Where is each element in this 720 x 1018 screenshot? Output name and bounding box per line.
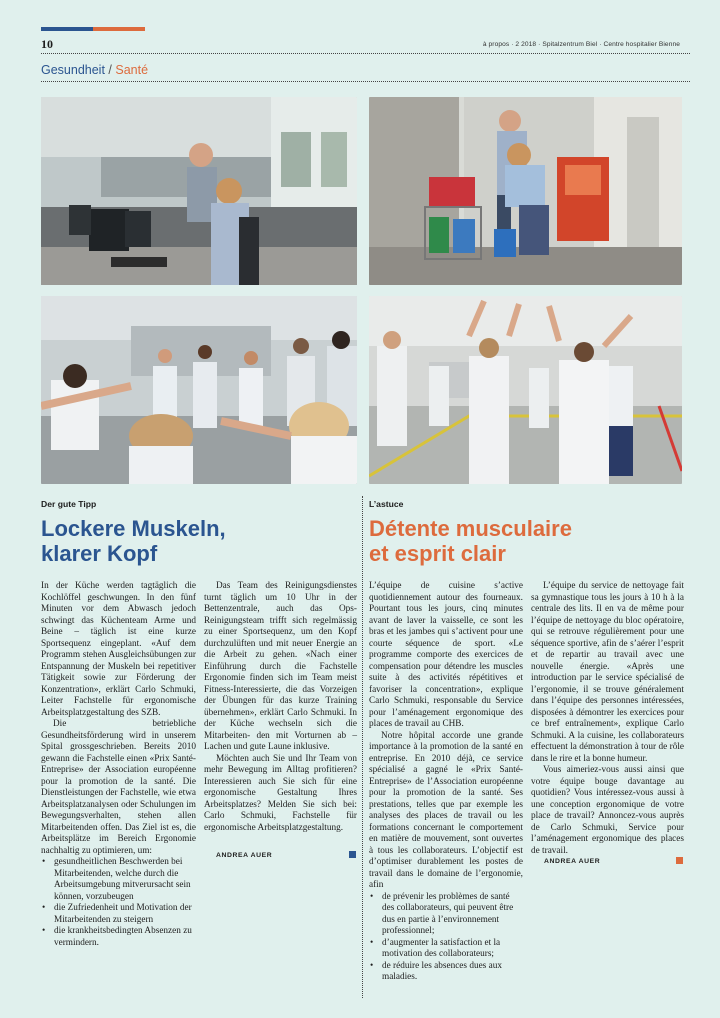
- author-de: ANDREA AUER: [216, 852, 273, 859]
- column-divider: [362, 496, 363, 998]
- photo-service-room-cart: [369, 97, 682, 285]
- list-item: • die Zufriedenheit und Motivation der Mitarbeitenden zu steigern: [41, 903, 196, 926]
- headline-fr-line-1: Détente musculaire: [369, 516, 572, 541]
- headline-de-line-1: Lockere Muskeln,: [41, 516, 226, 541]
- paragraph: Die betriebliche Gesundheitsförderung wird in unserem Spital grossgeschrieben. Bereits 2010 gewann die Fachstelle einen «Prix Santé-Entreprise» der Association européenne pour la promotion de la santé. Die Dienstleistungen der Fachstelle, wie etwa Arbeitsplatzanalysen oder Schulungen im Bewegungsverhalten, stehen allen Mitarbeitenden offen. Das Ziel ist es, die Arbeitsplätze im Bereich Ergonomie nachhaltig zu optimieren, um:: [41, 719, 196, 856]
- paragraph: L’équipe du service de nettoyage fait sa gymnastique tous les jours à 10 h à la centrale des lits. Il en va de même pour l’équipe de nettoyage du bloc opératoire, qui se retrouve régulièrement pour une séquence sportive, afin de s’aérer l’esprit et de repartir au travail avec une nouvelle énergie. «Après une introduction par le service spécialisé de l’ergonomie, il se trouve généralement dans l’équipe des personnes intéressées, disposées à démontrer les exercices pour ce bref entraînement», explique Carlo Schmuki. A la cuisine, les collaborateurs effectuent la démonstration à tour de rôle dans le rire et la bonne humeur.: [531, 581, 684, 764]
- photo-team-exercise-bed-central: [369, 296, 682, 484]
- list-item: • d’augmenter la satisfaction et la motivation des collaborateurs;: [369, 938, 523, 961]
- list-item: • gesundheitlichen Beschwerden bei Mitarbeitenden, welche durch die Arbeitsumgebung mitverursacht sein können, vorzubeugen: [41, 857, 196, 903]
- kicker-de: Der gute Tipp: [41, 499, 97, 509]
- article-de-column-1: [41, 581, 196, 949]
- paragraph: Das Team des Reinigungsdienstes turnt täglich um 10 Uhr in der Bettenzentrale, auch das Ops-Reinigungsteam trifft sich regelmässig zu einer Sportsequenz, um den Kopf durchzulüften und mit neuer Energie an die Arbeit zu gehen. «Nach einer Einführung durch die Fachstelle Ergonomie finden sich im Team meist Fitness-Interessierte, die das Vorzeigen der Übungen für das kurze Training übernehmen», erklärt Carlo Schmuki. In der Küche wechseln sich die Mitarbeiten- den mit Vorturnen ab – Lachen und gute Laune inklusive.: [204, 581, 357, 752]
- section-main: Gesundheit: [41, 63, 105, 77]
- bullet-list-fr: [369, 892, 523, 984]
- section-heading: [41, 63, 148, 77]
- section-separator: /: [108, 63, 112, 77]
- paragraph: L’équipe de cuisine s’active quotidiennement autour des fourneaux. Pourtant tous les jours, cinq minutes avant de laver la vaisselle, ce sont les bras et les jambes qui s’activent pour une courte séquence de sport. «Le programme comporte des exercices de compensation pour détendre les muscles suite à des activités répétitives et favoriser la concentration», explique Carlo Schmuki, responsable du Service pour l’aménagement ergonomique des places de travail au CHB.: [369, 581, 523, 729]
- bullet-list-de: [41, 857, 196, 949]
- section-divider: [41, 81, 690, 82]
- end-mark-fr: [676, 857, 683, 864]
- kicker-fr: L’astuce: [369, 499, 404, 509]
- paragraph: Vous aimeriez-vous aussi ainsi que votre équipe bouge davantage au quotidien? Vous intéressez-vous aussi à une conception ergonomique de votre place de travail? Annoncez-vous auprès de Carlo Schmuki, Service pour l’aménagement ergonomique des places de travail.: [531, 765, 684, 856]
- header-accent-orange: [93, 27, 145, 31]
- headline-de-line-2: klarer Kopf: [41, 541, 158, 566]
- header-accent-blue: [41, 27, 93, 31]
- author-fr: ANDREA AUER: [544, 858, 601, 865]
- list-item: • de prévenir les problèmes de santé des collaborateurs, qui peuvent être dus en partie à l’environnement professionnel;: [369, 892, 523, 938]
- paragraph: Notre hôpital accorde une grande importance à la promotion de la santé en entreprise. En 2010 déjà, ce service spécialisé a gagné le «Prix Santé-Entreprise» de l’Association européenne pour la promotion de la santé. Ses prestations, telles que par exemple les analyses des places de travail ou les formations concernant le comportement en matière de mouvement, sont ouvertes à tous les collaborateurs. L’objectif est d’optimiser durablement les postes de travail dans le domaine de l’ergonomie, afin: [369, 730, 523, 890]
- end-mark-de: [349, 851, 356, 858]
- photo-team-exercise-kitchen: [41, 296, 357, 484]
- article-de-column-2: [204, 581, 357, 834]
- page-number: 10: [41, 37, 53, 51]
- header-divider: [41, 53, 690, 54]
- headline-de: [41, 516, 226, 566]
- list-item: • die krankheitsbedingten Absenzen zu vermindern.: [41, 926, 196, 949]
- running-head: à propos · 2 2018 · Spitalzentrum Biel · Centre hospitalier Bienne: [482, 41, 680, 48]
- paragraph: Möchten auch Sie und Ihr Team von mehr Bewegung im Alltag profitieren? Interessieren auch Sie sich für eine ergonomische Gestaltung Ihres Arbeitsplatzes? Melden Sie sich bei: Carlo Schmuki, Fachstelle für ergonomische Arbeitsplatzgestaltung.: [204, 753, 357, 833]
- list-item: • de réduire les absences dues aux maladies.: [369, 961, 523, 984]
- paragraph: In der Küche werden tagtäglich die Kochlöffel geschwungen. In den fünf Minuten vor dem Abwasch jedoch schwingt das Küchenteam Arme und Beine – täglich ist eine kurze Sportsequenz eingeplant. «Auf dem Programm stehen Ausgleichsübungen zur Entspannung der Muskeln bei repetitiver Tätigkeit sowie zur Förderung der Konzentration», erklärt Carlo Schmuki, Leiter Fachstelle für ergonomische Arbeitsplatzgestaltung des SZB.: [41, 581, 196, 718]
- article-fr-column-2: [531, 581, 684, 857]
- headline-fr: [369, 516, 572, 566]
- article-fr-column-1: [369, 581, 523, 984]
- photo-office-workstation: [41, 97, 357, 285]
- section-sub: Santé: [115, 63, 149, 77]
- headline-fr-line-2: et esprit clair: [369, 541, 506, 566]
